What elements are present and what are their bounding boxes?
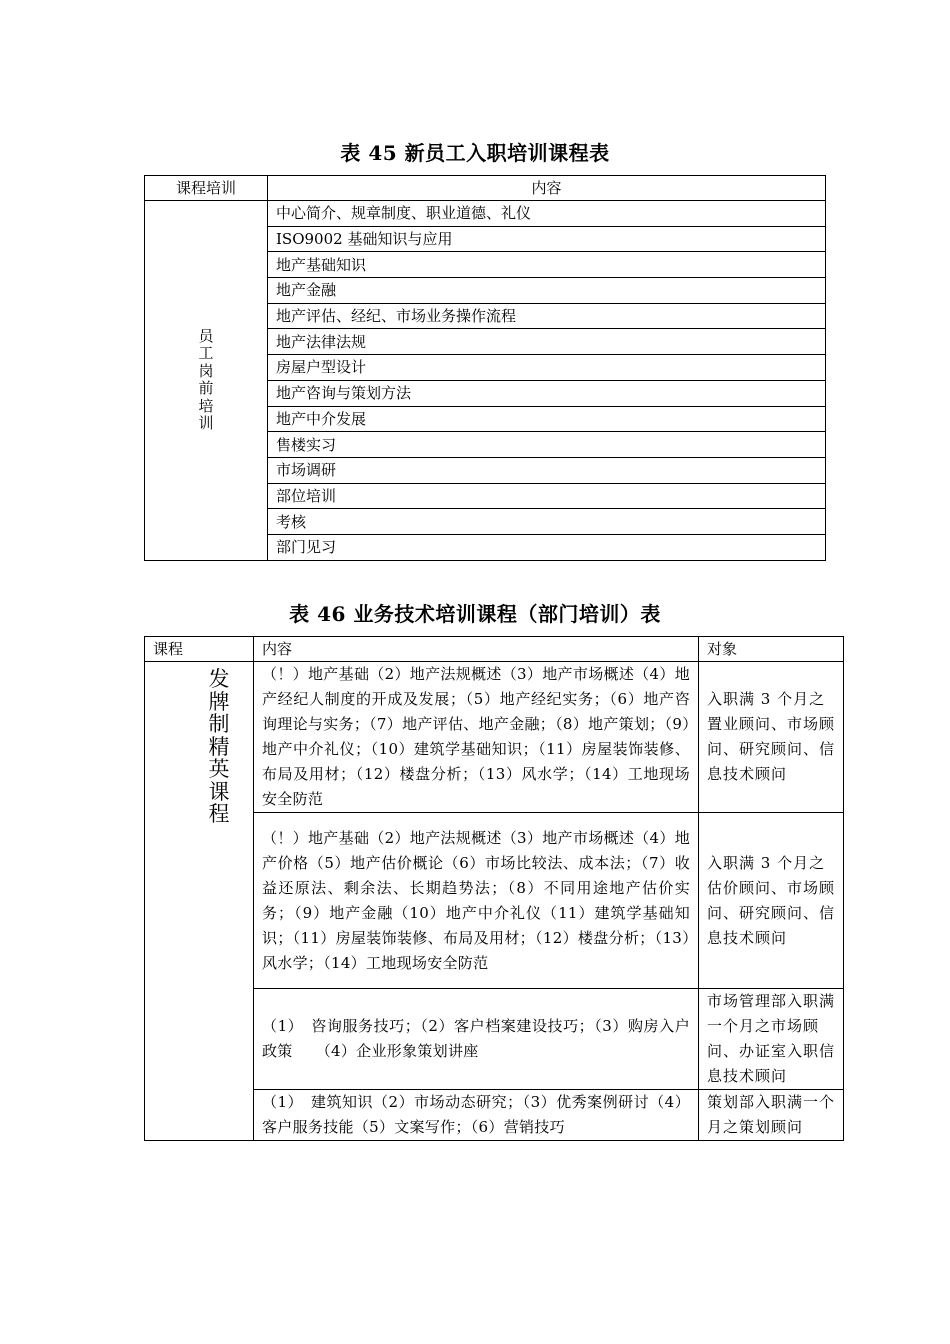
table45-header-course: 课程培训 [145,176,268,201]
table45-cell: 地产中介发展 [268,406,826,432]
table46-target-cell: 入职满 3 个月之置业顾问、市场顾问、研究顾问、信息技术顾问 [699,662,844,813]
table46-target-cell: 策划部入职满一个月之策划顾问 [699,1090,844,1141]
table46-content-cell: （1） 建筑知识（2）市场动态研究；（3）优秀案例研讨（4）客户服务技能（5）文案写作；（6）营销技巧 [254,1090,699,1141]
table45-cell: ISO9002 基础知识与应用 [268,226,826,252]
table46 [144,636,844,1141]
table46-title: 表 46 业务技术培训课程（部门培训）表 [289,602,661,626]
table46-content-cell: （1） 咨询服务技巧；（2）客户档案建设技巧；（3）购房入户政策 （4）企业形象策划讲座 [254,989,699,1090]
table45-cell: 部位培训 [268,483,826,509]
table45-cell: 售楼实习 [268,432,826,458]
table45-header-content: 内容 [268,176,826,201]
table46-target-cell: 入职满 3 个月之估价顾问、市场顾问、研究顾问、信息技术顾问 [699,813,844,989]
table46-content-cell: （！）地产基础（2）地产法规概述（3）地产市场概述（4）地产价格（5）地产估价概论（6）市场比较法、成本法；（7）收益还原法、剩余法、长期趋势法；（8）不同用途地产估价实务；（9）地产金融（10）地产中介礼仪（11）建筑学基础知识；（11）房屋装饰装修、布局及用材；（12）楼盘分析；（13）风水学；（14）工地现场安全防范 [254,813,699,989]
table45-cell: 地产金融 [268,278,826,304]
table45-cell: 地产法律法规 [268,329,826,355]
table45 [144,175,826,561]
table45-cell: 部门见习 [268,534,826,560]
table45-cell: 市场调研 [268,457,826,483]
table46-header-course: 课程 [145,637,254,662]
table45-category [145,201,268,561]
table45-cell: 地产咨询与策划方法 [268,380,826,406]
table45-cell: 地产评估、经纪、市场业务操作流程 [268,303,826,329]
table-row [145,201,826,227]
table46-target-cell: 市场管理部入职满一个月之市场顾问、办证室入职信息技术顾问 [699,989,844,1090]
table46-content-cell: （！）地产基础（2）地产法规概述（3）地产市场概述（4）地产经纪人制度的开成及发展；（5）地产经纪实务；（6）地产咨询理论与实务；（7）地产评估、地产金融；（8）地产策划；（9）地产中介礼仪；（10）建筑学基础知识；（11）房屋装饰装修、布局及用材；（12）楼盘分析；（13）风水学；（14）工地现场安全防范 [254,662,699,813]
table46-header-target: 对象 [699,637,844,662]
table46-header-content: 内容 [254,637,699,662]
table-row [145,662,844,813]
table46-header-row [145,637,844,662]
table45-cell: 房屋户型设计 [268,355,826,381]
table45-header-row [145,176,826,201]
table45-cell: 考核 [268,509,826,535]
table45-cell: 地产基础知识 [268,252,826,278]
table45-cell: 中心简介、规章制度、职业道德、礼仪 [268,201,826,227]
table46-course [145,662,254,1141]
table45-title: 表 45 新员工入职培训课程表 [340,141,610,165]
table46-course-label: 发牌制精英课程 [208,667,230,826]
table45-category-label: 员工岗前培训 [198,326,214,433]
